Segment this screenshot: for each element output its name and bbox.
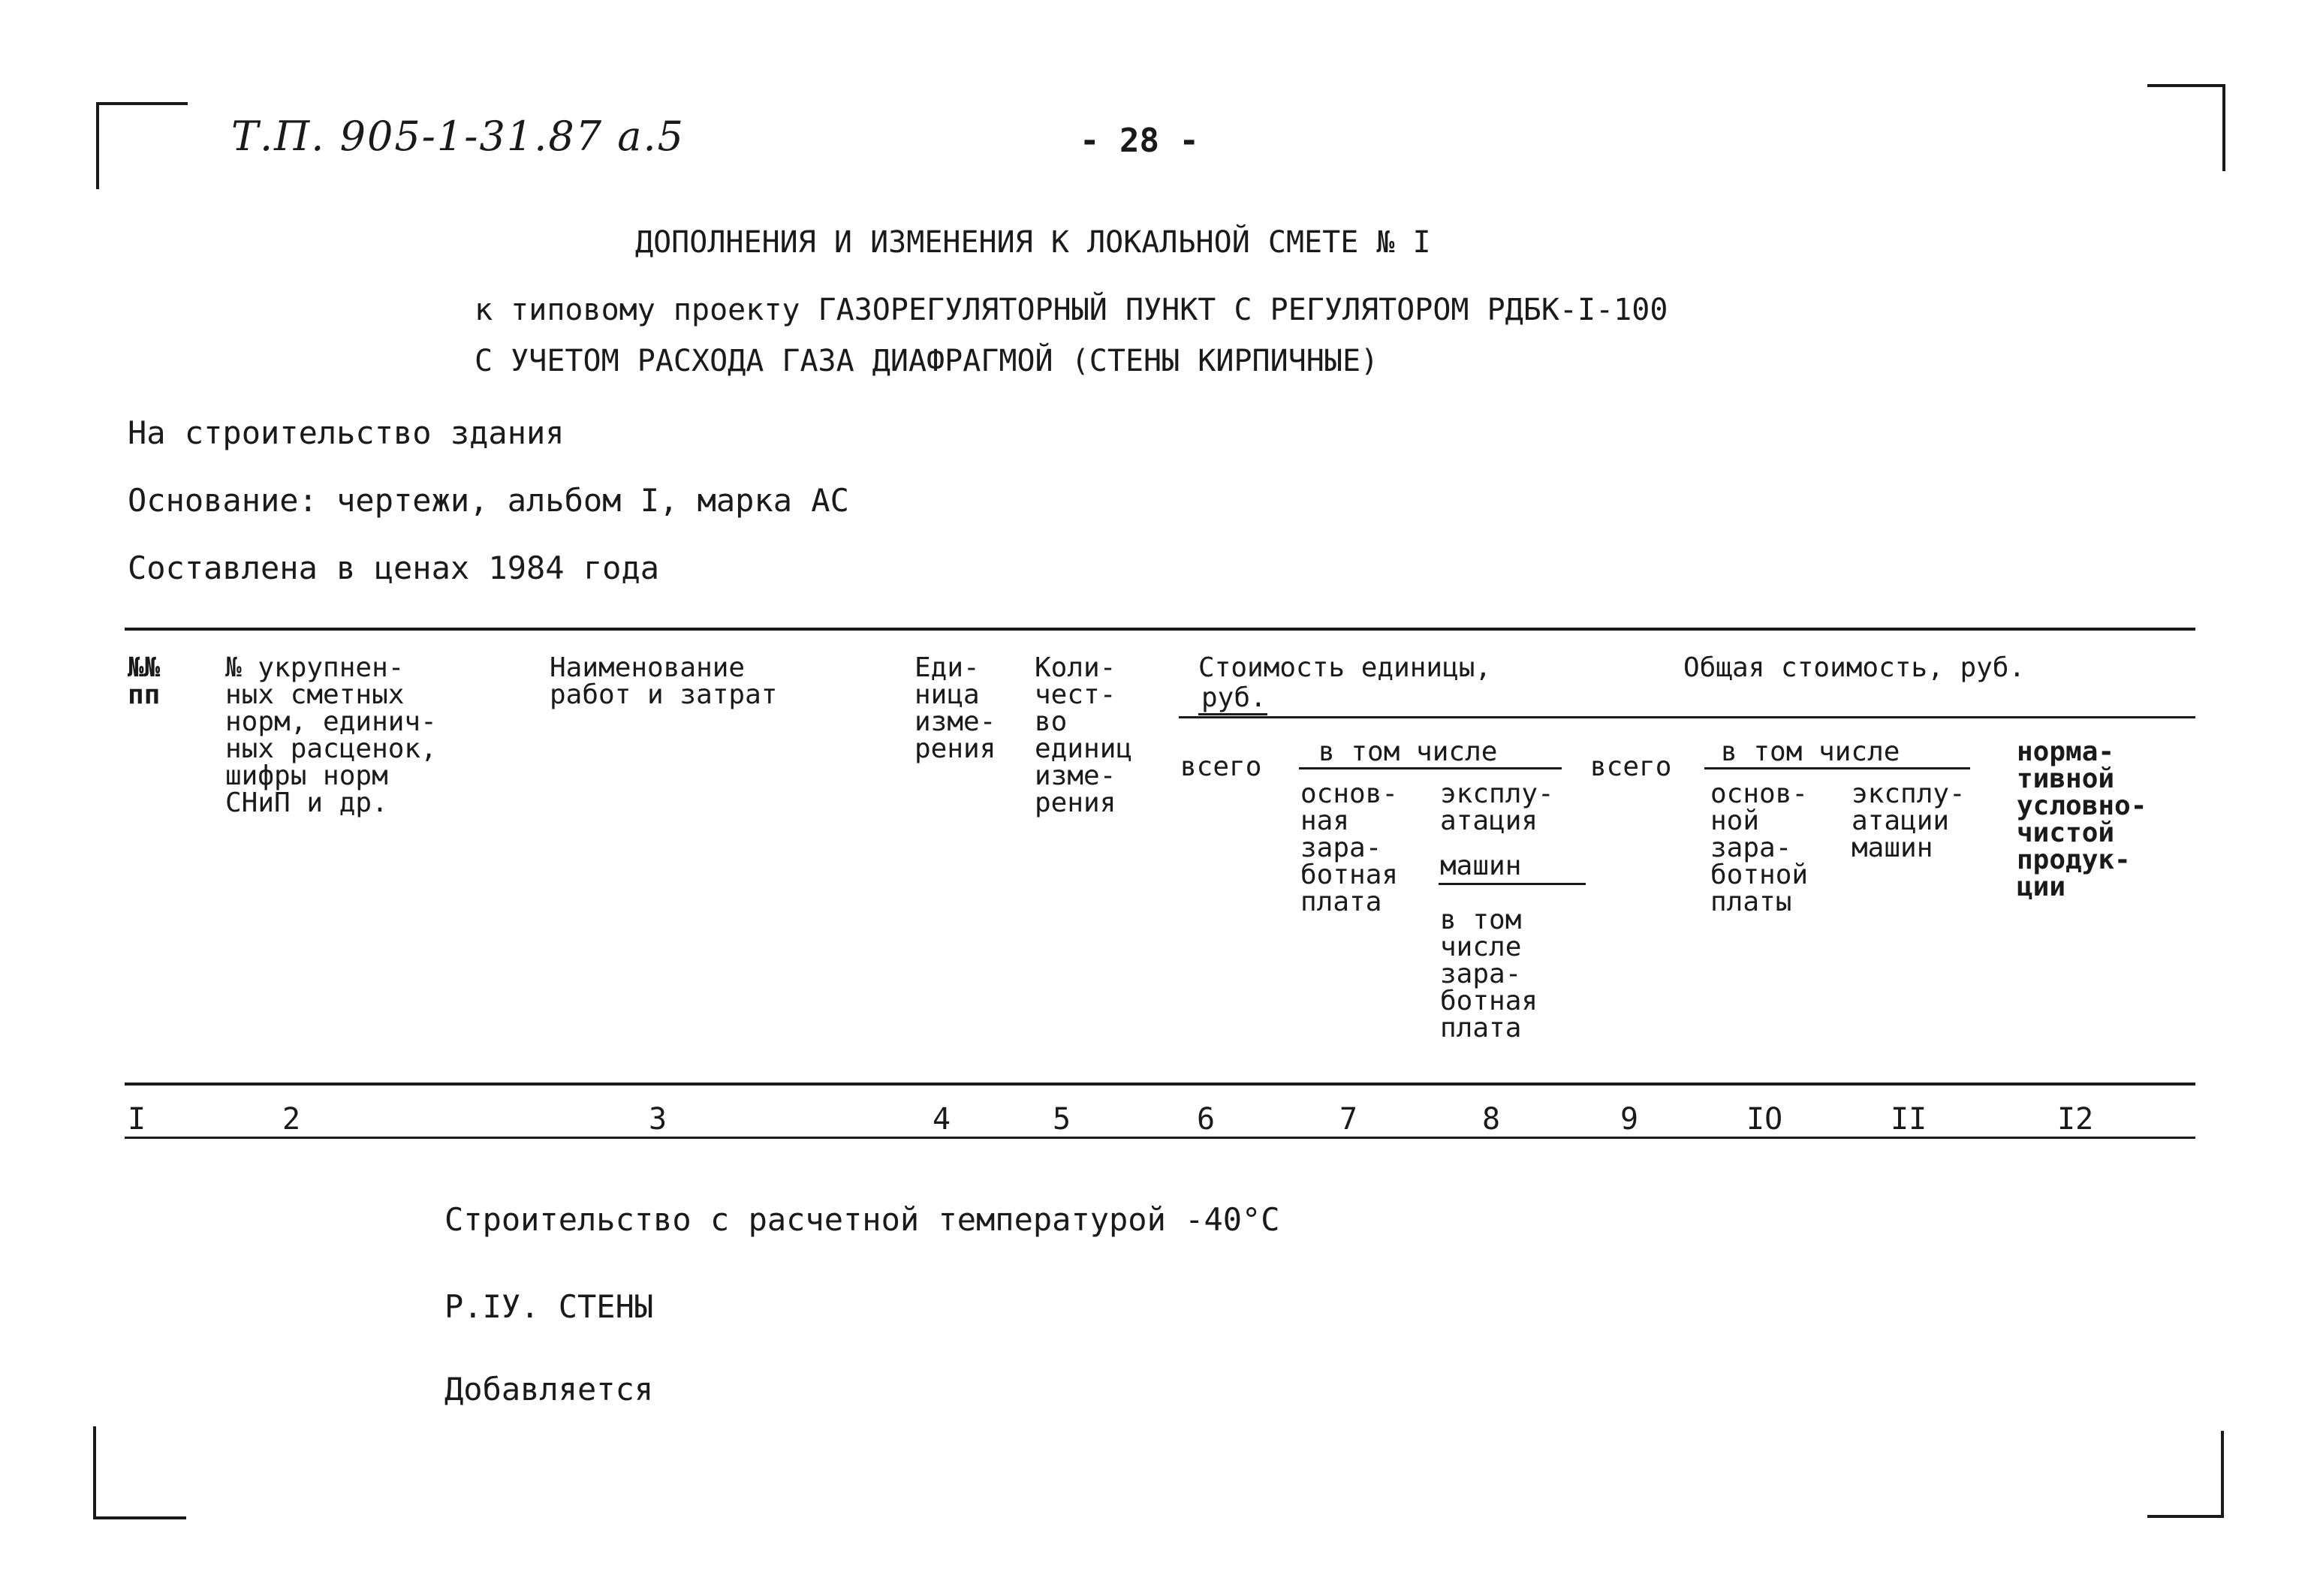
column-number: 7 bbox=[1339, 1102, 1358, 1137]
corner-mark-top-right bbox=[2147, 84, 2225, 171]
column-number: 5 bbox=[1053, 1102, 1071, 1137]
machines-underline bbox=[1439, 883, 1586, 885]
col-header-row-number: №№ пп bbox=[128, 652, 161, 710]
col-header-work-name: Наименование работ и затрат bbox=[550, 652, 778, 710]
col-header-machine-wage: в том числе зара- ботная плата bbox=[1440, 905, 1538, 1043]
prices-line: Составлена в ценах 1984 года bbox=[128, 550, 660, 586]
col-header-base-wage: основ- ная зара- ботная плата bbox=[1300, 778, 1399, 917]
including-2-underline bbox=[1704, 767, 1970, 769]
corner-mark-bottom-left bbox=[93, 1426, 186, 1519]
section-subheading: Р.IУ. СТЕНЫ bbox=[444, 1288, 654, 1325]
column-number: 6 bbox=[1197, 1102, 1216, 1137]
project-name-line-2: С УЧЕТОМ РАСХОДА ГАЗА ДИАФРАГМОЙ (СТЕНЫ КИРПИЧНЫЕ) bbox=[475, 344, 1379, 378]
numbers-bottom-rule bbox=[125, 1137, 2195, 1139]
column-number: 8 bbox=[1482, 1102, 1501, 1137]
construction-line: На строительство здания bbox=[128, 414, 565, 451]
including-1-underline bbox=[1299, 767, 1562, 769]
col-header-unit-total: всего bbox=[1180, 751, 1262, 782]
unit-cost-rub-underline bbox=[1198, 713, 1267, 715]
col-header-machine-operation-total: эксплу- атации машин bbox=[1852, 778, 1966, 863]
col-header-including-1: в том числе bbox=[1318, 736, 1498, 767]
basis-line: Основание: чертежи, альбом I, марка АС bbox=[128, 482, 849, 519]
column-number: II bbox=[1891, 1102, 1927, 1137]
col-header-unit: Еди- ница изме- рения bbox=[914, 652, 996, 764]
column-number: I2 bbox=[2057, 1102, 2094, 1137]
col-header-machine-operation: эксплу- атация bbox=[1440, 778, 1554, 836]
page-number: - 28 - bbox=[1080, 122, 1199, 160]
col-header-total-cost: Общая стоимость, руб. bbox=[1683, 652, 2026, 683]
column-number: 4 bbox=[933, 1102, 951, 1137]
col-header-norm-codes: № укрупнен- ных сметных норм, единич- ных расценок, шифры норм СНиП и др. bbox=[225, 652, 437, 818]
document-title: ДОПОЛНЕНИЯ И ИЗМЕНЕНИЯ К ЛОКАЛЬНОЙ СМЕТЕ № I bbox=[635, 225, 1431, 260]
col-header-normative-net-product: норма- тивной условно- чистой продук- ции bbox=[2017, 736, 2147, 902]
col-header-unit-cost-rub: руб. bbox=[1201, 682, 1267, 713]
col-header-machines: машин bbox=[1440, 851, 1522, 881]
column-number: IO bbox=[1746, 1102, 1783, 1137]
document-code: Т.П. 905-1-31.87 а.5 bbox=[231, 113, 685, 160]
section-heading: Строительство с расчетной температурой -40°С bbox=[444, 1201, 1280, 1238]
corner-mark-bottom-right bbox=[2147, 1431, 2224, 1518]
col-header-quantity: Коли- чест- во единиц изме- рения bbox=[1035, 652, 1133, 818]
col-header-total: всего bbox=[1590, 751, 1672, 782]
corner-mark-top-left bbox=[96, 102, 188, 189]
table-top-rule bbox=[125, 628, 2195, 631]
column-number: 3 bbox=[649, 1102, 667, 1137]
project-name-line-1: к типовому проекту ГАЗОРЕГУЛЯТОРНЫЙ ПУНКТ С РЕГУЛЯТОРОМ РДБК-I-100 bbox=[475, 293, 1668, 327]
header-bottom-rule bbox=[125, 1083, 2195, 1086]
cost-group-rule bbox=[1179, 716, 2195, 718]
col-header-base-wages-total: основ- ной зара- ботной платы bbox=[1710, 778, 1809, 917]
section-action: Добавляется bbox=[444, 1371, 654, 1408]
col-header-including-2: в том числе bbox=[1721, 736, 1900, 767]
col-header-unit-cost: Стоимость единицы, bbox=[1198, 652, 1492, 683]
column-number: 9 bbox=[1620, 1102, 1639, 1137]
column-number: I bbox=[128, 1102, 146, 1137]
column-number: 2 bbox=[282, 1102, 301, 1137]
